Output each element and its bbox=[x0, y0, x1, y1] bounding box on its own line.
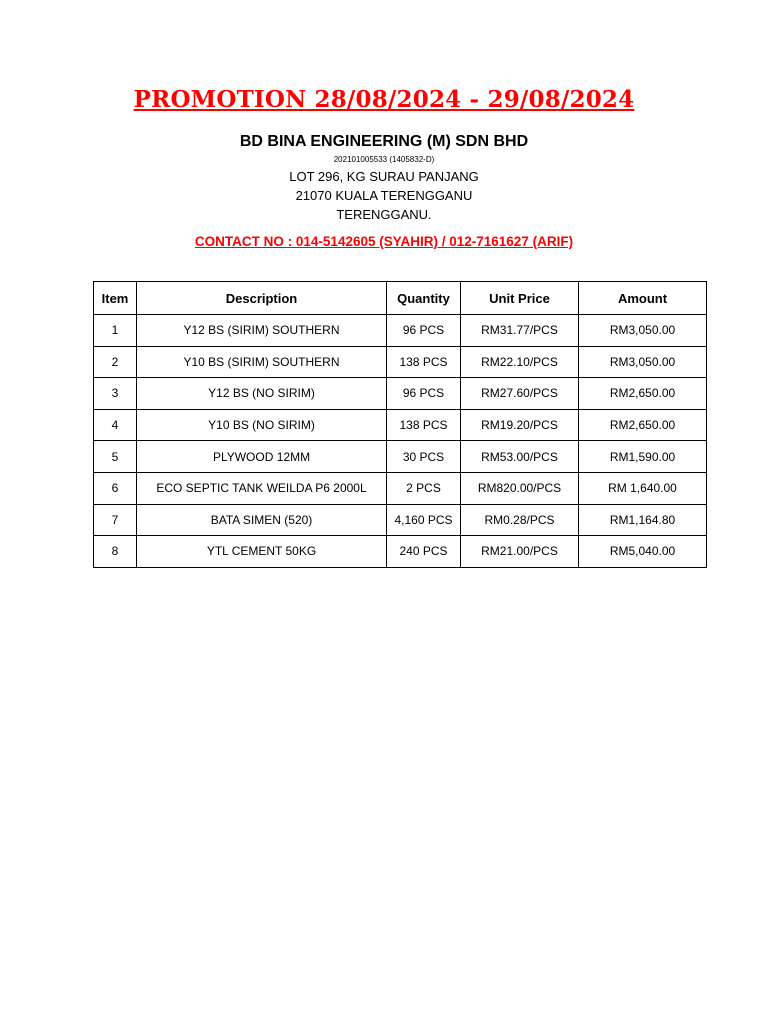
cell-amount: RM5,040.00 bbox=[579, 536, 707, 568]
cell-quantity: 30 PCS bbox=[387, 441, 461, 473]
address-line-2: 21070 KUALA TERENGGANU bbox=[295, 188, 473, 203]
cell-unit-price: RM22.10/PCS bbox=[461, 346, 579, 378]
cell-description: PLYWOOD 12MM bbox=[137, 441, 387, 473]
cell-quantity: 138 PCS bbox=[387, 409, 461, 441]
column-header-quantity: Quantity bbox=[387, 282, 461, 315]
promotion-title: PROMOTION 28/08/2024 - 29/08/2024 bbox=[133, 86, 635, 113]
cell-amount: RM2,650.00 bbox=[579, 378, 707, 410]
table-row bbox=[94, 315, 707, 347]
address-line-3: TERENGGANU. bbox=[336, 207, 432, 222]
cell-quantity: 2 PCS bbox=[387, 472, 461, 504]
cell-item: 7 bbox=[94, 504, 137, 536]
table-row bbox=[94, 409, 707, 441]
column-header-item: Item bbox=[94, 282, 137, 315]
cell-description: Y12 BS (SIRIM) SOUTHERN bbox=[137, 315, 387, 347]
column-header-description: Description bbox=[137, 282, 387, 315]
table-row bbox=[94, 472, 707, 504]
cell-amount: RM 1,640.00 bbox=[579, 472, 707, 504]
price-table bbox=[93, 281, 707, 568]
cell-item: 2 bbox=[94, 346, 137, 378]
cell-amount: RM1,590.00 bbox=[579, 441, 707, 473]
table-row bbox=[94, 346, 707, 378]
cell-unit-price: RM820.00/PCS bbox=[461, 472, 579, 504]
table-header-row bbox=[94, 282, 707, 315]
cell-amount: RM3,050.00 bbox=[579, 315, 707, 347]
cell-quantity: 240 PCS bbox=[387, 536, 461, 568]
cell-item: 5 bbox=[94, 441, 137, 473]
address-line-1: LOT 296, KG SURAU PANJANG bbox=[289, 169, 479, 184]
cell-item: 8 bbox=[94, 536, 137, 568]
cell-unit-price: RM27.60/PCS bbox=[461, 378, 579, 410]
cell-amount: RM1,164.80 bbox=[579, 504, 707, 536]
cell-unit-price: RM53.00/PCS bbox=[461, 441, 579, 473]
table-row bbox=[94, 536, 707, 568]
cell-description: BATA SIMEN (520) bbox=[137, 504, 387, 536]
cell-quantity: 138 PCS bbox=[387, 346, 461, 378]
column-header-unit-price: Unit Price bbox=[461, 282, 579, 315]
cell-description: ECO SEPTIC TANK WEILDA P6 2000L bbox=[137, 472, 387, 504]
cell-description: Y10 BS (NO SIRIM) bbox=[137, 409, 387, 441]
cell-unit-price: RM31.77/PCS bbox=[461, 315, 579, 347]
cell-description: Y12 BS (NO SIRIM) bbox=[137, 378, 387, 410]
cell-item: 4 bbox=[94, 409, 137, 441]
registration-number: 202101005533 (1405832-D) bbox=[333, 155, 435, 164]
cell-quantity: 96 PCS bbox=[387, 315, 461, 347]
cell-quantity: 4,160 PCS bbox=[387, 504, 461, 536]
contact-numbers: CONTACT NO : 014-5142605 (SYAHIR) / 012-7161627 (ARIF) bbox=[194, 234, 574, 249]
cell-unit-price: RM0.28/PCS bbox=[461, 504, 579, 536]
cell-unit-price: RM19.20/PCS bbox=[461, 409, 579, 441]
table-row bbox=[94, 441, 707, 473]
cell-unit-price: RM21.00/PCS bbox=[461, 536, 579, 568]
cell-description: YTL CEMENT 50KG bbox=[137, 536, 387, 568]
cell-item: 6 bbox=[94, 472, 137, 504]
column-header-amount: Amount bbox=[579, 282, 707, 315]
cell-quantity: 96 PCS bbox=[387, 378, 461, 410]
cell-amount: RM2,650.00 bbox=[579, 409, 707, 441]
cell-item: 1 bbox=[94, 315, 137, 347]
cell-description: Y10 BS (SIRIM) SOUTHERN bbox=[137, 346, 387, 378]
table-row bbox=[94, 378, 707, 410]
company-name: BD BINA ENGINEERING (M) SDN BHD bbox=[239, 133, 529, 150]
cell-item: 3 bbox=[94, 378, 137, 410]
cell-amount: RM3,050.00 bbox=[579, 346, 707, 378]
table-row bbox=[94, 504, 707, 536]
